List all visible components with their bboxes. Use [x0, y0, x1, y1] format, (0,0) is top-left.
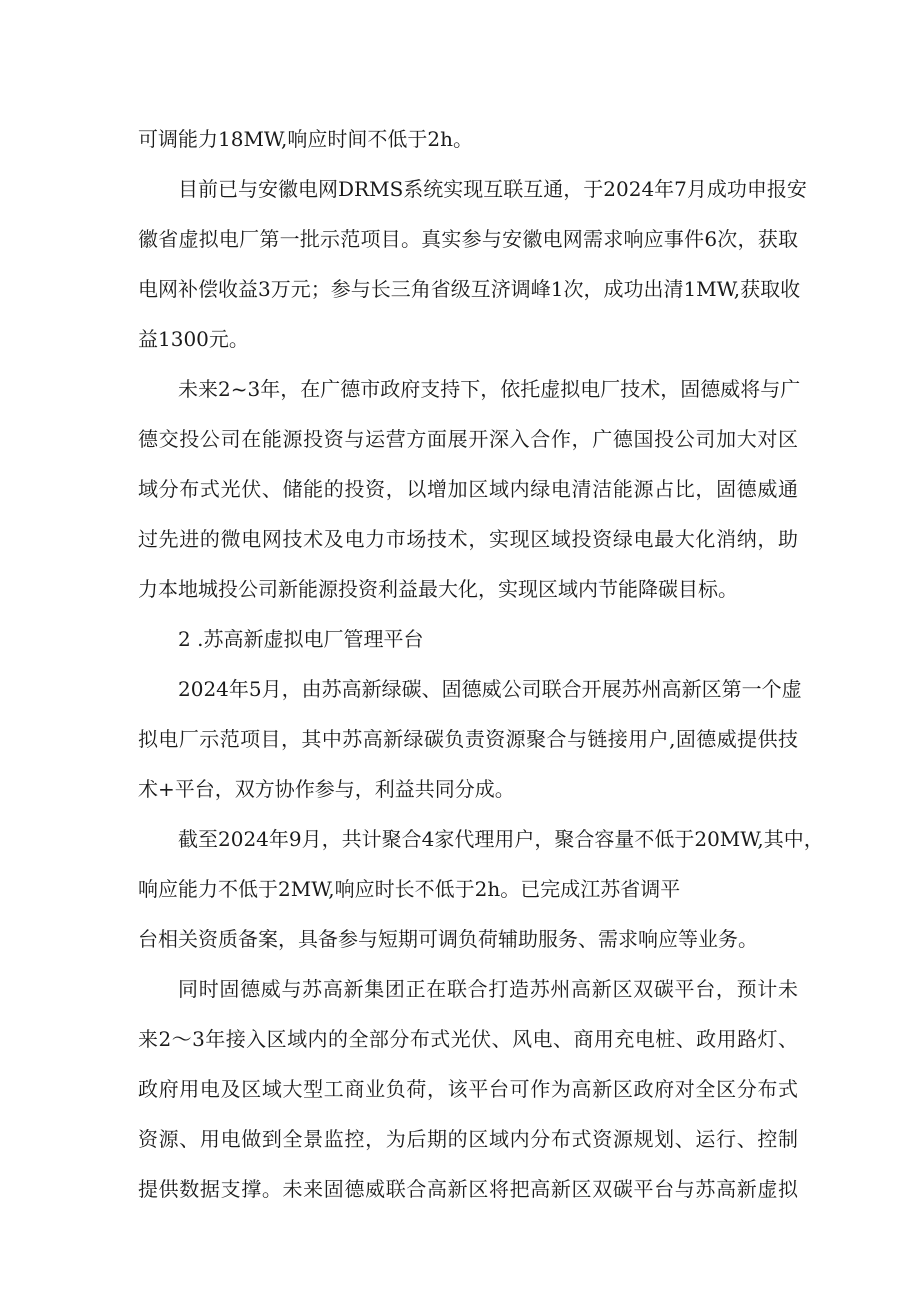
paragraph-line: 资源、用电做到全景监控，为后期的区域内分布式资源规划、运行、控制	[138, 1127, 798, 1151]
paragraph-line: 响应能力不低于2MW,响应时长不低于2h。已完成江苏省调平	[138, 877, 681, 901]
section-heading: 2 .苏高新虚拟电厂管理平台	[178, 627, 424, 651]
paragraph-line: 2024年5月，由苏高新绿碳、固德威公司联合开展苏州高新区第一个虚	[178, 677, 802, 701]
paragraph-line: 来2～3年接入区域内的全部分布式光伏、风电、商用充电桩、政用路灯、	[138, 1027, 798, 1051]
paragraph-line: 力本地城投公司新能源投资利益最大化，实现区域内节能降碳目标。	[138, 577, 738, 601]
paragraph-line: 目前已与安徽电网DRMS系统实现互联互通，于2024年7月成功申报安	[178, 177, 807, 201]
paragraph-line: 截至2024年9月，共计聚合4家代理用户，聚合容量不低于20MW,其中，	[178, 827, 824, 851]
paragraph-line: 益1300元。	[138, 327, 249, 351]
paragraph-line: 拟电厂示范项目，其中苏高新绿碳负责资源聚合与链接用户,固德威提供技	[138, 727, 798, 751]
paragraph-line: 德交投公司在能源投资与运营方面展开深入合作，广德国投公司加大对区	[138, 427, 798, 451]
paragraph-line: 徽省虚拟电厂第一批示范项目。真实参与安徽电网需求响应事件6次，获取	[138, 227, 798, 251]
paragraph-line: 同时固德威与苏高新集团正在联合打造苏州高新区双碳平台，预计未	[178, 977, 798, 1001]
paragraph-line: 未来2~3年，在广德市政府支持下，依托虚拟电厂技术，固德威将与广	[178, 377, 801, 401]
paragraph-line: 过先进的微电网技术及电力市场技术，实现区域投资绿电最大化消纳，助	[138, 527, 798, 551]
paragraph-line: 术+平台，双方协作参与，利益共同分成。	[138, 777, 515, 801]
paragraph-line: 电网补偿收益3万元；参与长三角省级互济调峰1次，成功出清1MW,获取收	[138, 277, 801, 301]
paragraph-line: 域分布式光伏、储能的投资，以增加区域内绿电清洁能源占比，固德威通	[138, 477, 798, 501]
paragraph-line: 可调能力18MW,响应时间不低于2h。	[138, 127, 473, 151]
paragraph-line: 台相关资质备案，具备参与短期可调负荷辅助服务、需求响应等业务。	[138, 927, 758, 951]
paragraph-line: 提供数据支撑。未来固德威联合高新区将把高新区双碳平台与苏高新虚拟	[138, 1177, 798, 1201]
paragraph-line: 政府用电及区域大型工商业负荷，该平台可作为高新区政府对全区分布式	[138, 1077, 798, 1101]
